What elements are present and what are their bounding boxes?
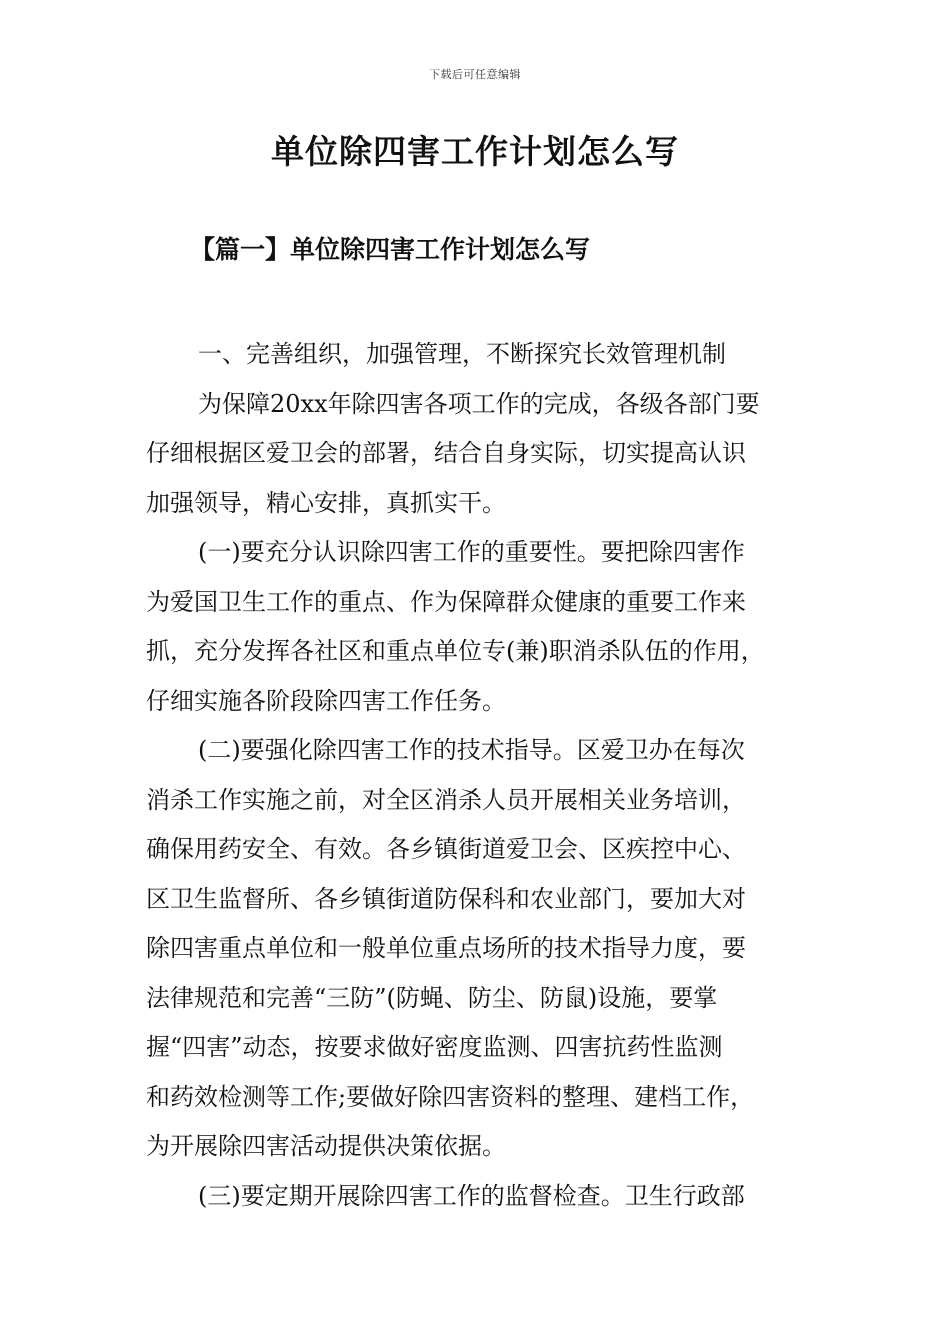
- body-text: [146, 330, 816, 1221]
- text-line: 消杀工作实施之前，对全区消杀人员开展相关业务培训，: [146, 785, 746, 814]
- paragraph-heading-1: [146, 330, 816, 380]
- text-line: 仔细实施各阶段除四害工作任务。: [146, 686, 506, 715]
- text-line: 除四害重点单位和一般单位重点场所的技术指导力度，要: [146, 934, 746, 962]
- text-line: 握“四害”动态，按要求做好密度监测、四害抗药性监测: [146, 1033, 723, 1061]
- text-line: 确保用药安全、有效。各乡镇街道爱卫会、区疾控中心、: [146, 835, 746, 863]
- text-line: 仔细根据区爱卫会的部署，结合自身实际，切实提高认识: [146, 439, 746, 467]
- paragraph-item-2: [146, 726, 816, 1172]
- paragraph-item-3: [146, 1172, 816, 1222]
- text-line: 一、完善组织，加强管理，不断探究长效管理机制: [198, 340, 726, 368]
- header-note: 下载后可任意编辑: [429, 68, 521, 81]
- text-line: (三)要定期开展除四害工作的监督检查。卫生行政部: [198, 1181, 745, 1210]
- paragraph-intro: [146, 380, 816, 529]
- text-line: (二)要强化除四害工作的技术指导。区爱卫办在每次: [198, 736, 745, 764]
- text-line: 加强领导，精心安排，真抓实干。: [146, 488, 506, 517]
- text-line: 为开展除四害活动提供决策依据。: [146, 1132, 506, 1160]
- text-line: 为保障20xx年除四害各项工作的完成，各级各部门要: [198, 389, 760, 418]
- text-line: 区卫生监督所、各乡镇街道防保科和农业部门，要加大对: [146, 884, 746, 913]
- text-line: 法律规范和完善“三防”(防蝇、防尘、防鼠)设施，要掌: [146, 983, 718, 1012]
- text-line: 抓，充分发挥各社区和重点单位专(兼)职消杀队伍的作用，: [146, 637, 765, 665]
- paragraph-item-1: [146, 528, 816, 726]
- text-line: 和药效检测等工作;要做好除四害资料的整理、建档工作，: [146, 1082, 755, 1111]
- text-line: 为爱国卫生工作的重点、作为保障群众健康的重要工作来: [146, 587, 746, 616]
- document-title: 单位除四害工作计划怎么写: [271, 132, 679, 171]
- section-title: 【篇一】单位除四害工作计划怎么写: [190, 235, 591, 264]
- text-line: (一)要充分认识除四害工作的重要性。要把除四害作: [198, 538, 745, 566]
